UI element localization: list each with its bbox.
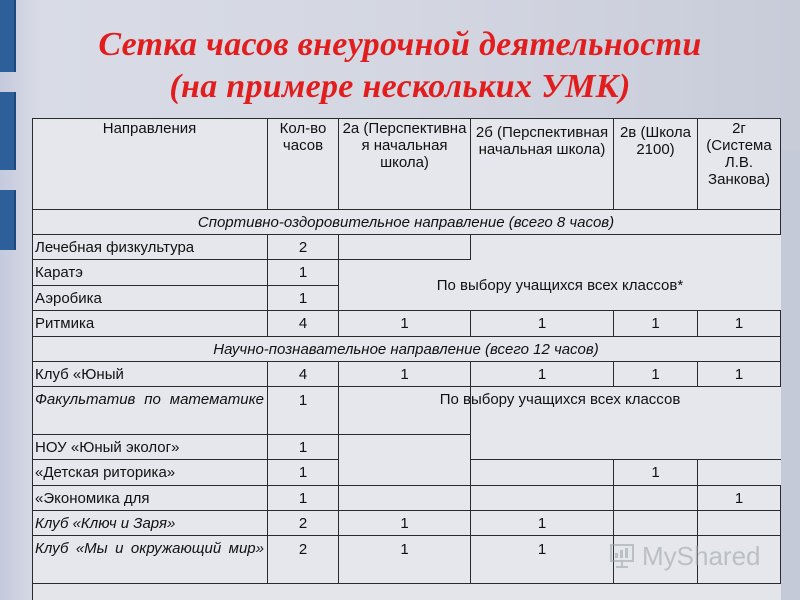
empty-cell bbox=[698, 460, 781, 486]
row-hours-text: 2 bbox=[298, 514, 308, 532]
row-hours bbox=[268, 362, 339, 387]
row-name bbox=[32, 286, 268, 311]
row-hours bbox=[268, 460, 339, 486]
row-name-text: Клуб «Юный bbox=[35, 365, 124, 383]
row-name bbox=[32, 460, 268, 486]
merged-choice-text-2: По выбору учащихся всех классов bbox=[439, 391, 681, 408]
cell-2a bbox=[339, 511, 471, 536]
empty-cell bbox=[339, 486, 471, 511]
empty-cell bbox=[698, 511, 781, 536]
cell-2g bbox=[698, 311, 781, 337]
cell-value: 1 bbox=[734, 315, 744, 332]
left-decor-stripe bbox=[0, 92, 16, 170]
section-sport bbox=[32, 210, 781, 235]
row-name bbox=[32, 260, 268, 286]
cell-2a bbox=[339, 536, 471, 584]
row-name bbox=[32, 536, 268, 584]
cell-2a bbox=[339, 311, 471, 337]
presentation-icon bbox=[608, 542, 636, 570]
row-name bbox=[32, 311, 268, 337]
section-science-text: Научно-познавательное направление (всего 12 часов) bbox=[213, 340, 599, 358]
cell-2b bbox=[471, 311, 614, 337]
cell-value: 1 bbox=[400, 365, 409, 383]
left-decor-stripe bbox=[0, 0, 16, 72]
header-directions bbox=[32, 118, 268, 210]
row-hours bbox=[268, 536, 339, 584]
cell-2b bbox=[471, 536, 614, 584]
cell-2v bbox=[614, 460, 698, 486]
row-name bbox=[32, 511, 268, 536]
row-hours bbox=[268, 260, 339, 286]
empty-cell bbox=[339, 435, 471, 460]
empty-cell bbox=[471, 460, 614, 486]
row-name bbox=[32, 387, 268, 435]
cell-2a bbox=[339, 362, 471, 387]
row-hours bbox=[268, 486, 339, 511]
slide-title bbox=[40, 24, 760, 108]
row-name bbox=[32, 435, 268, 460]
empty-cell bbox=[339, 235, 471, 260]
watermark bbox=[608, 536, 768, 576]
cell-value: 1 bbox=[537, 315, 547, 332]
row-hours bbox=[268, 286, 339, 311]
watermark-text: MyShared bbox=[642, 540, 761, 571]
header-class-2g bbox=[698, 118, 781, 210]
empty-cell bbox=[471, 235, 781, 260]
cell-value: 1 bbox=[537, 541, 547, 558]
section-sport-text: Спортивно-оздоровительное направление (всего 8 часов) bbox=[197, 213, 615, 231]
header-hours-text: Кол-во часов bbox=[279, 120, 327, 154]
cell-value: 1 bbox=[400, 315, 409, 332]
row-hours-text: 1 bbox=[298, 264, 308, 281]
cell-2b bbox=[471, 511, 614, 536]
row-hours-text: 2 bbox=[298, 541, 308, 558]
cell-2v bbox=[614, 362, 698, 387]
row-hours bbox=[268, 311, 339, 337]
hours-table bbox=[32, 118, 781, 600]
cell-value: 1 bbox=[734, 365, 744, 383]
row-hours-text: 1 bbox=[298, 289, 308, 307]
cell-value: 1 bbox=[734, 489, 744, 507]
row-name bbox=[32, 486, 268, 511]
header-directions-text: Направления bbox=[102, 120, 197, 137]
row-name-text: Клуб «Мы и окружающий мир» bbox=[35, 540, 264, 557]
cell-value: 1 bbox=[400, 514, 409, 532]
cell-value: 1 bbox=[400, 541, 409, 558]
row-hours-text: 4 bbox=[298, 365, 308, 383]
row-name-text: Лечебная физкультура bbox=[35, 238, 195, 256]
title-line-1: Сетка часов внеурочной деятельности bbox=[98, 26, 702, 63]
row-name-text: НОУ «Юный эколог» bbox=[35, 438, 180, 456]
cell-2g bbox=[698, 486, 781, 511]
row-name-text: Клуб «Ключ и Заря» bbox=[35, 514, 176, 532]
row-name-text: Каратэ bbox=[35, 264, 83, 281]
cell-2b bbox=[471, 362, 614, 387]
cell-2v bbox=[614, 311, 698, 337]
merged-choice-cell bbox=[339, 260, 781, 311]
header-class-2b bbox=[471, 118, 614, 210]
row-name-text: «Экономика для bbox=[35, 489, 150, 507]
cell-value: 1 bbox=[537, 365, 547, 383]
empty-cell bbox=[614, 486, 698, 511]
empty-cell bbox=[339, 460, 471, 486]
row-name-text: Аэробика bbox=[35, 289, 102, 307]
row-name-text: Ритмика bbox=[35, 315, 95, 332]
header-2g-text: 2г (Система Л.В. Занкова) bbox=[706, 120, 772, 188]
empty-cell bbox=[471, 486, 614, 511]
cell-value: 1 bbox=[651, 464, 660, 481]
header-class-2v bbox=[614, 118, 698, 210]
cell-2g bbox=[698, 362, 781, 387]
title-line-2: (на примере нескольких УМК) bbox=[169, 68, 631, 105]
left-decor-stripe bbox=[0, 190, 16, 250]
row-hours-text: 1 bbox=[298, 489, 308, 507]
header-2b-text: 2б (Перспективная начальная школа) bbox=[475, 124, 609, 158]
header-2a-text: 2а (Перспективна я начальная школа) bbox=[342, 120, 467, 171]
empty-cell bbox=[471, 435, 781, 460]
row-hours bbox=[268, 387, 339, 435]
empty-cell bbox=[614, 511, 698, 536]
row-name bbox=[32, 362, 268, 387]
row-hours-text: 1 bbox=[298, 438, 308, 456]
row-name-text: Факультатив по математике bbox=[35, 391, 264, 408]
header-2v-text: 2в (Школа 2100) bbox=[619, 124, 692, 158]
row-hours-text: 1 bbox=[298, 464, 308, 481]
row-hours-text: 4 bbox=[298, 315, 308, 332]
cell-value: 1 bbox=[651, 365, 660, 383]
row-hours-text: 2 bbox=[298, 238, 308, 256]
header-class-2a bbox=[339, 118, 471, 210]
header-hours bbox=[268, 118, 339, 210]
row-hours-text: 1 bbox=[298, 392, 308, 409]
row-hours bbox=[268, 235, 339, 260]
cell-value: 1 bbox=[651, 315, 660, 332]
row-hours bbox=[268, 511, 339, 536]
row-hours bbox=[268, 435, 339, 460]
cell-value: 1 bbox=[537, 514, 547, 532]
row-name-text: «Детская риторика» bbox=[35, 464, 176, 481]
row-name bbox=[32, 235, 268, 260]
section-science bbox=[32, 337, 781, 362]
merged-choice-text: По выбору учащихся всех классов* bbox=[436, 276, 684, 294]
